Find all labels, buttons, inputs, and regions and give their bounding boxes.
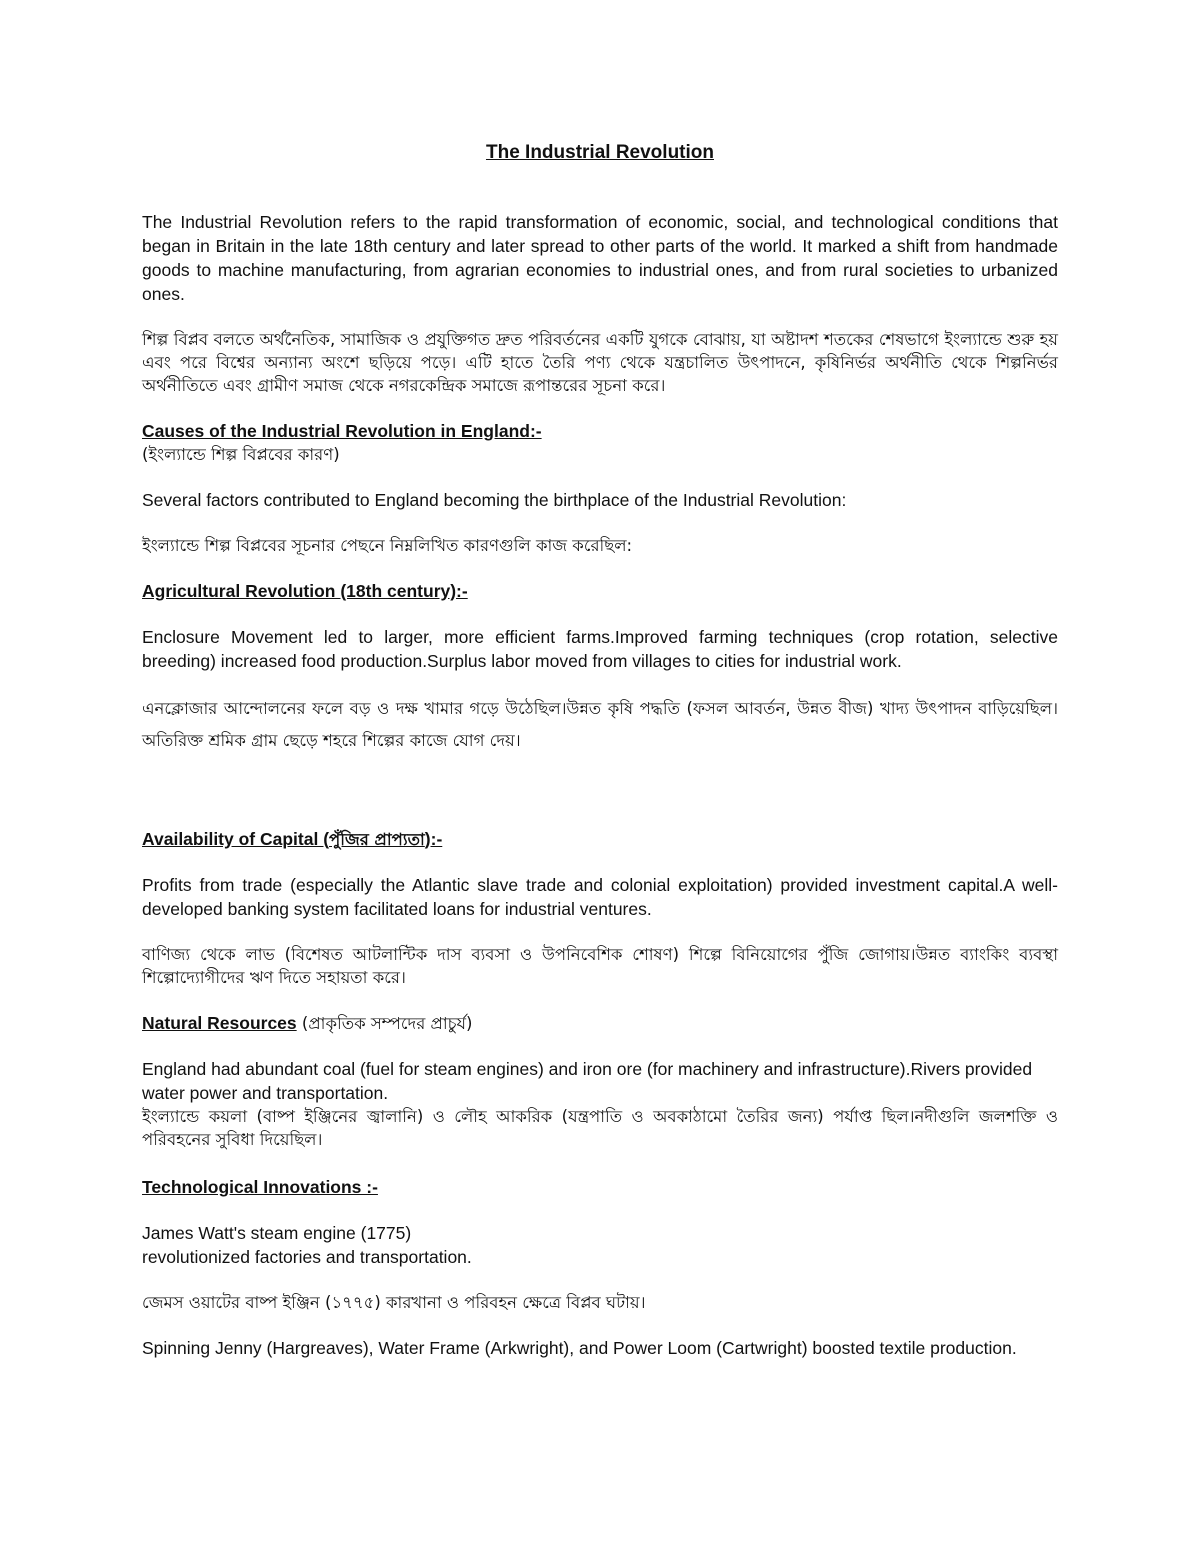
document-body — [142, 210, 1058, 1360]
capital-text-bn: বাণিজ্য থেকে লাভ (বিশেষত আটলান্টিক দাস ব্যবসা ও উপনিবেশিক শোষণ) শিল্পে বিনিয়োগের পুঁজি জোগায়।উন্নত ব্যাংকিং ব্যবস্থা শিল্পোদ্যোগীদের ঋণ দিতে সহায়তা করে। — [142, 945, 1058, 987]
causes-heading: Causes of the Industrial Revolution in England:- — [142, 421, 542, 441]
intro-paragraph-en: The Industrial Revolution refers to the rapid transformation of economic, social, and technological conditions that began in Britain in the late 18th century and later spread to other parts of the world. It marked a shift from handmade goods to machine manufacturing, from agrarian economies to industrial ones, and from rural societies to urbanized ones. — [142, 212, 1058, 304]
textile-text-en: Spinning Jenny (Hargreaves), Water Frame (Arkwright), and Power Loom (Cartwright) boosted textile production. — [142, 1338, 1017, 1358]
natural-resources-heading — [142, 1011, 1058, 1035]
natural-resources-text-bn: ইংল্যান্ডে কয়লা (বাষ্প ইঞ্জিনের জ্বালানি) ও লৌহ আকরিক (যন্ত্রপাতি ও অবকাঠামো তৈরির জন্য) পর্যাপ্ত ছিল।নদীগুলি জলশক্তি ও পরিবহনের সুবিধা দিয়েছিল। — [142, 1107, 1058, 1149]
capital-heading-end: ):- — [424, 829, 443, 849]
agricultural-revolution-heading: Agricultural Revolution (18th century):- — [142, 581, 468, 601]
technological-innovations-heading: Technological Innovations :- — [142, 1177, 378, 1197]
agricultural-revolution-text-bn: এনক্লোজার আন্দোলনের ফলে বড় ও দক্ষ খামার গড়ে উঠেছিল।উন্নত কৃষি পদ্ধতি (ফসল আবর্তন, উন্নত বীজ) খাদ্য উৎপাদন বাড়িয়েছিল।অতিরিক্ত শ্রমিক গ্রাম ছেড়ে শহরে শিল্পের কাজে যোগ দেয়। — [142, 699, 1058, 750]
natural-resources-text-en: England had abundant coal (fuel for steam engines) and iron ore (for machinery and infrastructure).Rivers provided water power and transportation. — [142, 1059, 1033, 1103]
capital-text-en: Profits from trade (especially the Atlantic slave trade and colonial exploitation) provided investment capital.A well-developed banking system facilitated loans for industrial ventures. — [142, 875, 1058, 919]
watt-line-1: James Watt's steam engine (1775) — [142, 1223, 412, 1243]
capital-heading — [142, 827, 1058, 851]
causes-intro-bn: ইংল্যান্ডে শিল্প বিপ্লবের সূচনার পেছনে নিম্নলিখিত কারণগুলি কাজ করেছিল: — [142, 536, 633, 555]
agricultural-revolution-text-en: Enclosure Movement led to larger, more efficient farms.Improved farming techniques (crop rotation, selective breeding) increased food production.Surplus labor moved from villages to cities for industrial work. — [142, 627, 1058, 671]
causes-intro-en: Several factors contributed to England becoming the birthplace of the Industrial Revolution: — [142, 490, 847, 510]
watt-line-2: revolutionized factories and transportation. — [142, 1247, 472, 1267]
natural-resources-heading-en: Natural Resources — [142, 1013, 297, 1033]
capital-heading-bn: পুঁজির প্রাপ্যতা — [329, 830, 425, 849]
intro-paragraph-bn: শিল্প বিপ্লব বলতে অর্থনৈতিক, সামাজিক ও প্রযুক্তিগত দ্রুত পরিবর্তনের একটি যুগকে বোঝায়, যা অষ্টাদশ শতকের শেষভাগে ইংল্যান্ডে শুরু হয় এবং পরে বিশ্বের অন্যান্য অংশে ছড়িয়ে পড়ে। এটি হাতে তৈরি পণ্য থেকে যন্ত্রচালিত উৎপাদনে, কৃষিনির্ভর অর্থনীতি থেকে শিল্পনির্ভর অর্থনীতিতে এবং গ্রামীণ সমাজ থেকে নগরকেন্দ্রিক সমাজে রূপান্তরের সূচনা করে। — [142, 330, 1058, 395]
document-title: The Industrial Revolution — [485, 142, 714, 163]
causes-heading-bn: (ইংল্যান্ডে শিল্প বিপ্লবের কারণ) — [142, 445, 340, 464]
watt-text-bn: জেমস ওয়াটের বাষ্প ইঞ্জিন (১৭৭৫) কারখানা ও পরিবহন ক্ষেত্রে বিপ্লব ঘটায়। — [142, 1293, 646, 1312]
natural-resources-heading-bn: (প্রাকৃতিক সম্পদের প্রাচুর্য) — [296, 1014, 473, 1033]
capital-heading-en: Availability of Capital ( — [142, 829, 330, 849]
